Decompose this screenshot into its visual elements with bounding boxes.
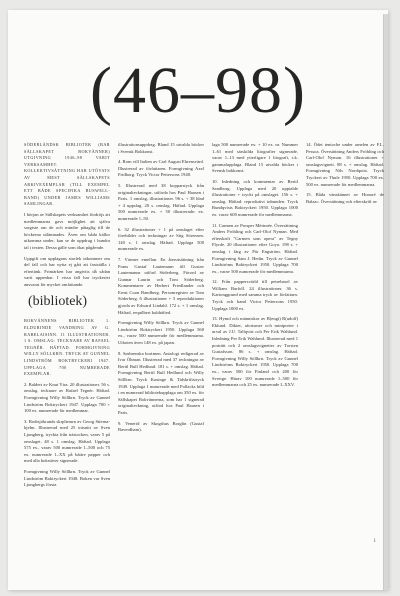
entry-5: 5. Illustrerad med 38 kopparstyck från originalteckningar, utförda hos Paul Haasen i Paris. 1 omslag, illustrationer. 96 s. + 38 blad + 4 uppslag. 20 s. omslag. Häftad. Upplaga 500 numrerade ex. + 50 illustrerade: ex. numrerade 1–50. bbox=[118, 182, 204, 221]
entry-14: 14. Ödet tentoche under arnelen av F.L. Pessoa. Översättning Anders Fröhling och Carl-Olof Nyman. 16 illustrationer + omslagsvignett. 88 s. + omslag. Häftad. Formgivning Nils Nordquist. Tryck Tryckeri av Thule 1950. Upplaga 700 ex. 500 ex. numrerade för medlemmarna. bbox=[306, 142, 384, 187]
entry-7: 7. Värmer emellan. En återutsättning från Frans Gustaf Lautemann till Gustav Lautemanns utförd Söderberg. Förord av Gunnar Laurin och Tom Söderberg. Kommentarer av Herbert Friedlander och Ernst Coon Bandberg. Personregister av Tom Söderberg. 6 illustrationer + 3 reproduktioner gjorda av Edward Lindahl. 172 s. + 1 omslag. Häftad, requilbert kuhhäfted. bbox=[118, 256, 204, 315]
entry-12: 12. Från pappersvärld till petrebasel av William Barfoll. 24 illustrationer. 36 s. Kartonggrund med samma tryck av författarn. Tryck och band Victor Pettersons 1950. Upplaga 1000 ex. bbox=[212, 279, 298, 311]
entry-6: 6. 32 illustrationer + 1 på omslaget efter förebilder och teckningar av Stig Sörensen. 140 s. 1 omslag. Häftad. Upplaga 500 numrerade ex. bbox=[118, 226, 204, 252]
entry-9: 9. Venerid av Skogshus Borglin (Gustaf Baverdham). bbox=[118, 420, 204, 433]
intro-paragraph-3: Uppgift om upplagans storlek utkommer om del fall och har nytta ej gått att fastställa i eftertänk. Frimärken har angivits då sådan varit uppenbar. I vissa fall har tryckeriet ansvarat för mycket omfattande. bbox=[24, 255, 110, 287]
entry-7-cont: Formgivning Willy Söllkrn. Tryck av Gunnel Lindström Boktryckeri 1950. Upplaga 560 ex., varav 500 numrerade för medlemmarna. Utboten även 148 ex. på japan. bbox=[118, 320, 204, 346]
page-title: (46–98) bbox=[90, 54, 306, 127]
intro-paragraph: SÖDERLÄNDSK BIBLIOTEK (BAR SÄLLSKAPET BOKVÄNNER) UTGIVNING 1946–98 VARIT VERKSAMHET. KOLLEKTIVSÄTTNING HAR UTÖVATS AV MEST SÄLLSKAPETS ARKIVEXEMPLAR (TILL EXEMPEL ETT BÅDE SPECIFIKA BUSWELL-BAND) UNDER JAMES WILLIAMS SAMLINGAR. bbox=[24, 142, 110, 207]
entry-3-cont: Formgivning Willy Söllkrn. Tryck av Gunnel Lindström Boktryckeri 1948. Boken var Sven Ljungbergs första bbox=[24, 468, 110, 488]
entry-1: BOKVÄNNENS BIBLIOTEK 1. ELDURINDE VANDRING AV G. RABELAISINN. 11 ILLUSTRATIONER. 1 S. OMSLAG: TECKNARE AV RAFAEL TEGNÉR. HÄFTAD. FORMGIVNING WILLY SÖLLKRN. TRYCK AV GUNNEL LINDSTRÖM BOKTRYCKERI 1947. UPPLAGA 700 NUMRERADE EXEMPLAR. bbox=[24, 318, 110, 377]
entry-2: 2. Baldert av Knut Ytra. 20 illustrationer. 56 s. omslag. tecknare av Rafael Tegnér. Häftad. Formgivning Willy Söllkrn. Tryck av Gunnel Lindström Boktryckeri 1947. Upplaga 700 + 100 ex. numrerade för medlemmar. bbox=[24, 381, 110, 414]
intro-paragraph-2: I början av Sällskapets verksamhet fördröjs att medlemmarna gavs möjlighet att själva sorgiste om de och mindre påtaglig till de böckerna utlämnades. Även om båda källor utkomma under, kan se de uppdrag i hundra tal i texten. Dessa gälle som ökat pågående. bbox=[24, 211, 110, 250]
column-1 bbox=[24, 142, 110, 493]
column-4 bbox=[306, 142, 384, 209]
column-3 bbox=[212, 142, 298, 393]
entry-15: 15. Båda vänskännet av Honoré de Balzac. Översättning och efterskrift av bbox=[306, 192, 384, 204]
entry-3-end: illustrationsuppdrag. Bland 15 utvalda böcker i Svensk Bokkonst. bbox=[118, 142, 204, 154]
entry-3: 3. Bodisjökrands skrpltrmrn av Georg Stierna-hjelm. Illustrerad med 25 träsnitt av Sven Ljungberg, tryckta från trästocken, varav 5 på omslaget. 48 s. 1 omslag. Häftad. Upplaga 575 ex., varav 500 numrerade 1–500 och 75 ex. numrerade 1–XX på bättre papper och med alla bokstäver signerade. bbox=[24, 418, 110, 464]
entry-11: 11. Carmen av Prosper Mérimée. Översättning Anders Fröhling och Carl-Olof Nyman. Med efterskrift "Carmen som opera" av Tegny Flyrde. 20 illustrationer efter Goya. 198 s. + omslag i färg av Pär Engström. Häftad. Formgivning Sam J. Hedin. Tryck av Gunnel Lindströms Boktryckeri 1950. Upplaga 700 ex., varav 500 numrerade för medlemmarna. bbox=[212, 222, 298, 274]
entry-4: 4. Rom vill Italien av Carl August Ehrensvärd. Illustrerad av författaren. Formgivning Axel Fridborg. Tryck Victor Pettersons 1948. bbox=[118, 159, 204, 178]
book-page bbox=[8, 10, 388, 590]
entry-13: 13. Hymd och människor av B(engt) R(udolf) Eklund. Dikter, aforismer och miniporter i urval av J.U. Tallqvist och Per Erik Wahlund. Inledning Per Erik Wahlund. Illustrerad med 1 porträtt och 2 omslagsvignetter av Torsten Gustafsson. 86 s. + omslag. Häftad. Formgivning Willy Söllkrn. Tryck av Gunnel Lindströms Boktryckeri 1950. Upplaga 700 ex., varav 500 för Finland och 200 för Sverige. Härav 100 numrerade 1–500 för medlemmarna och 25 ex. numrerade I–XXV. bbox=[212, 316, 298, 388]
column-2 bbox=[118, 142, 204, 438]
entry-8: 8. Sørbrenska bortmen. Antologi redigerad av Ivar Öhman. Illustrerad med 37 teckningar av Bertil Bull Hedlund. 181 s. + omslag. Häftad. Formgivning Bertil Bull Hedlund och Willy Söllkrn. Tryck Kaxinge & Tidskriftstryck 1949. Upplaga 1 numrerade med Pollacks bild i en numrerad bibliotekupplaga om 350 ex. för Sällskapet Bokvännerna, som har 1 signerad originalteckning, utförd hos Paul Haasen i Paris. bbox=[118, 350, 204, 415]
entry-9-cont: laga 500 numrerade ex. + 10 ex. nr. Nummer 1–61 med särskilda litografier signerade, varav 1–13 med ytterligare 1 litografi, s.k. gammalupplaga. Bland 15 utvalda böcker i Svensk bokkonst. bbox=[212, 142, 298, 174]
page-number: 1 bbox=[373, 539, 376, 544]
section-heading: (bibliotek) bbox=[28, 294, 88, 310]
entry-10: 10. Inledning och kommentar av Bertil Sandborg. Upplaga med 20 upptalde illustrationer + tryckt på omslaget. 156 s. + omslag. Häftad: reprodutivt inbunden. Tryck Rundqvists Boktryckeri 1950. Upplaga 1000 ex. varav 600 numrerade för medlemmarna. bbox=[212, 178, 298, 217]
